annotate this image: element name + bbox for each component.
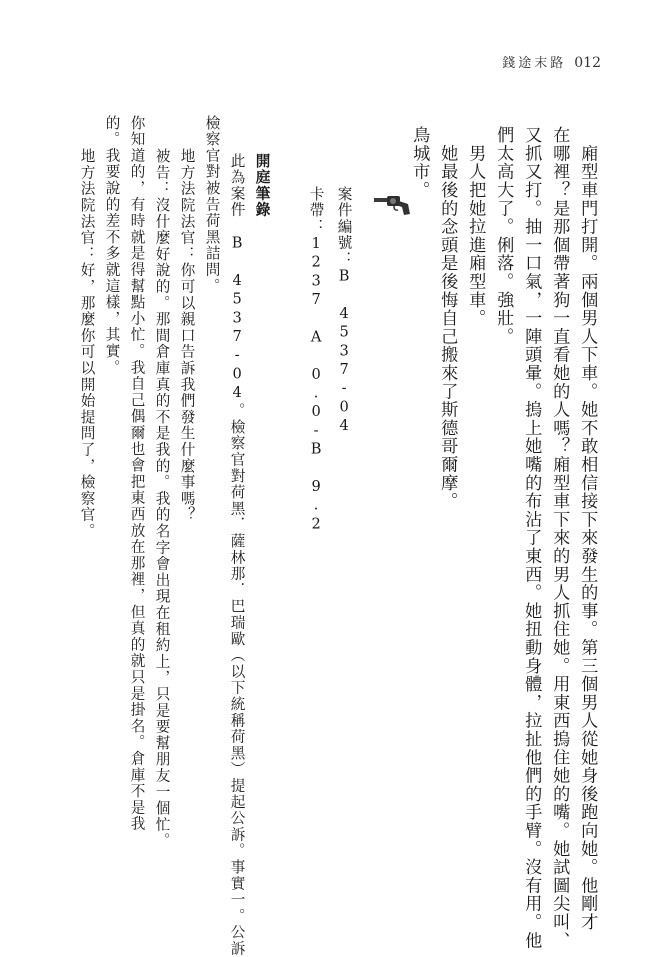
transcript-line: 此為案件 B 4537-04。檢察官對荷黑．薩林那．巴瑞歐（以下統稱荷黑）提起公訴。事實一。公訴 bbox=[228, 153, 246, 957]
tape-number: 卡帶：1237 A 0.0-B 9.2 bbox=[307, 186, 325, 535]
case-number: 案件編號：B 4537-04 bbox=[335, 186, 353, 436]
narrative-line: 男人把她拉進廂型車。 bbox=[465, 126, 486, 328]
revolver-icon bbox=[372, 192, 412, 216]
transcript-line: 地方法院法官：好，那麼你可以開始提問了，檢察官。 bbox=[78, 132, 96, 540]
running-header bbox=[502, 52, 601, 71]
book-title: 錢途末路 bbox=[502, 56, 567, 71]
narrative-line: 她最後的念頭是後悔自己搬來了斯德哥爾摩。 bbox=[437, 126, 458, 511]
transcript-heading: 開庭筆錄 bbox=[253, 153, 271, 219]
narrative-line: 又抓又打。抽一口氣，一陣頭暈。摀上她嘴的布沾了東西。她扭動身體，拉扯他們的手臂。沒有用。他 bbox=[521, 126, 542, 950]
page-number: 012 bbox=[574, 55, 601, 71]
transcript-line: 被告：沒什麼好說的。那間倉庫真的不是我的。我的名字會出現在租約上，只是要幫朋友一個忙。 bbox=[153, 132, 171, 850]
transcript-line: 檢察官對被告荷黑詰問。 bbox=[203, 115, 221, 295]
narrative-line: 廂型車門打開。兩個男人下車。她不敢相信接下來發生的事。第三個男人從她身後跑向她。他剛才 bbox=[577, 126, 598, 932]
transcript-line: 你知道的，有時就是得幫點小忙。我自己偶爾也會把東西放在那裡，但真的就只是掛名。倉庫不是我 bbox=[128, 115, 146, 833]
narrative-line: 在哪裡？是那個帶著狗一直看她的人嗎？廂型車下來的男人抓住她。用東西摀住她的嘴。她試圖尖叫、 bbox=[549, 126, 570, 950]
narrative-line: 鳥城市。 bbox=[409, 126, 430, 200]
narrative-line: 們太高大了。俐落。強壯。 bbox=[493, 126, 514, 346]
transcript-line: 地方法院法官：你可以親口告訴我們發生什麼事嗎？ bbox=[178, 132, 196, 524]
transcript-line: 的。我要說的差不多就這樣，其實。 bbox=[103, 115, 121, 376]
